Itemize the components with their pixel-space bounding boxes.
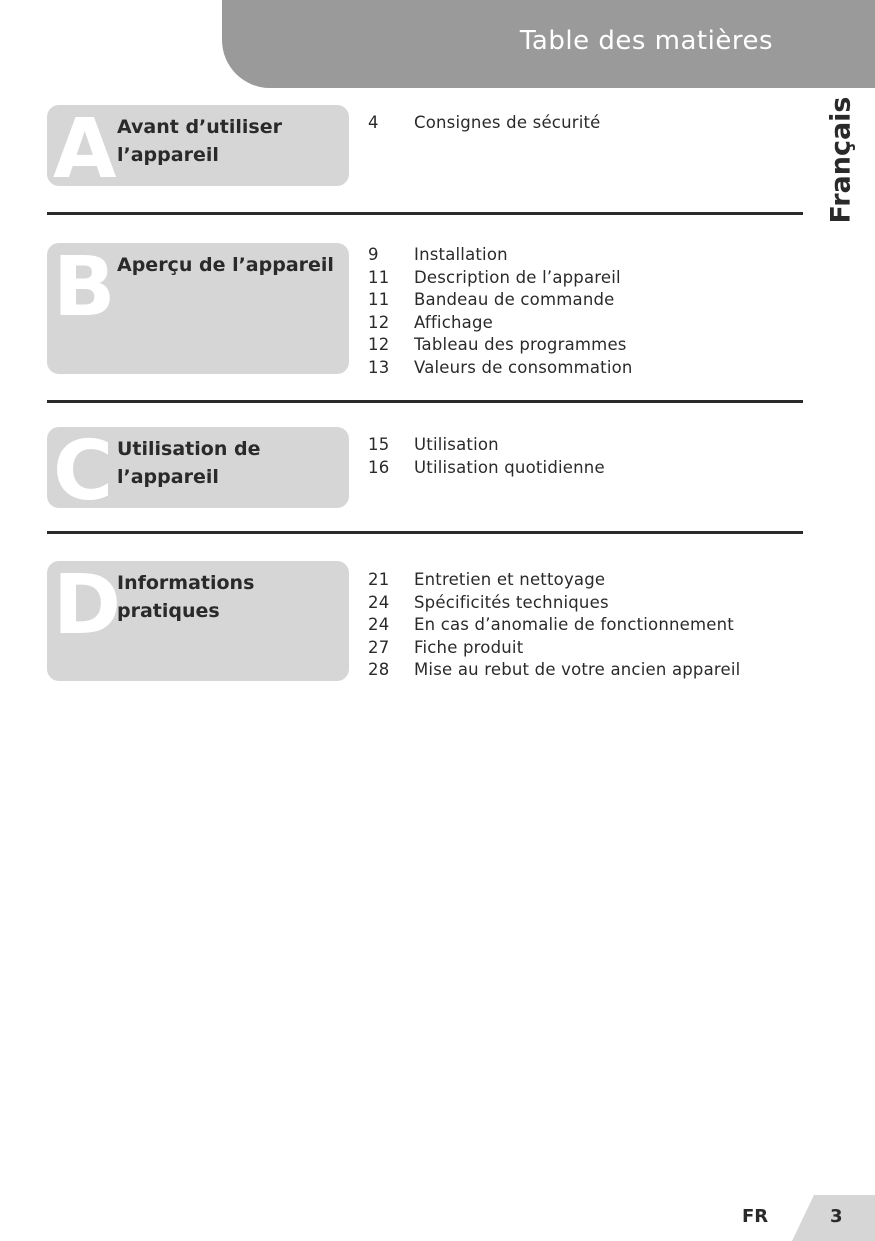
- footer-language-code: FR: [742, 1206, 769, 1227]
- section-title: Informations pratiques: [117, 572, 255, 622]
- toc-entry[interactable]: [368, 592, 740, 615]
- footer-page-number: 3: [830, 1206, 843, 1227]
- toc-entry[interactable]: [368, 289, 633, 312]
- section-letter: A: [53, 102, 117, 197]
- toc-entry[interactable]: [368, 312, 633, 335]
- toc-entry[interactable]: [368, 267, 633, 290]
- page-title: Table des matières: [519, 26, 773, 56]
- section-letter: D: [53, 558, 122, 653]
- toc-entry-label: Fiche produit: [414, 637, 524, 657]
- toc-entry-label: Utilisation quotidienne: [414, 457, 605, 477]
- toc-entry-label: Mise au rebut de votre ancien appareil: [414, 660, 741, 679]
- toc-entry-page: 12: [368, 335, 390, 354]
- toc-entry[interactable]: [368, 244, 633, 267]
- section-a-entries: [368, 112, 601, 135]
- section-d-box: [47, 558, 349, 681]
- toc-entry-label: Installation: [414, 245, 508, 264]
- toc-entry-label: Valeurs de consommation: [414, 357, 633, 377]
- section-title: Utilisation de l’appareil: [117, 438, 261, 488]
- toc-entry[interactable]: [368, 659, 740, 682]
- toc-entry-label: Affichage: [414, 312, 493, 332]
- section-divider: [47, 531, 803, 534]
- toc-entry-page: 24: [368, 592, 390, 612]
- section-d-entries: [368, 569, 740, 682]
- toc-entry[interactable]: [368, 569, 740, 592]
- section-divider: [47, 400, 803, 403]
- toc-entry-page: 15: [368, 435, 390, 454]
- toc-entry-page: 13: [368, 357, 390, 377]
- toc-entry-label: Bandeau de commande: [414, 290, 615, 309]
- language-side-label: [824, 96, 858, 224]
- toc-entry-page: 16: [368, 457, 390, 477]
- toc-entry[interactable]: [368, 357, 633, 380]
- toc-entry-label: Spécificités techniques: [414, 592, 609, 612]
- section-c-entries: [368, 434, 605, 479]
- section-c-box: [47, 424, 349, 519]
- header-band: [222, 0, 875, 88]
- toc-entry[interactable]: [368, 614, 740, 637]
- toc-entry-page: 4: [368, 113, 379, 132]
- toc-entry-label: Tableau des programmes: [414, 335, 627, 354]
- toc-entry-label: Description de l’appareil: [414, 267, 621, 287]
- section-b-box: [47, 240, 349, 374]
- toc-entry-page: 28: [368, 660, 390, 679]
- toc-entry[interactable]: [368, 112, 601, 135]
- section-b-entries: [368, 244, 633, 379]
- toc-entry-label: En cas d’anomalie de fonctionnement: [414, 615, 734, 634]
- toc-entry[interactable]: [368, 457, 605, 480]
- toc-entry-label: Consignes de sécurité: [414, 113, 601, 132]
- toc-entry-page: 9: [368, 245, 379, 264]
- section-a-box: [47, 102, 349, 197]
- language-side-label-text: Français: [825, 96, 857, 224]
- section-letter: C: [53, 424, 114, 519]
- toc-entry[interactable]: [368, 334, 633, 357]
- toc-entry-page: 21: [368, 570, 390, 589]
- toc-entry-page: 12: [368, 312, 390, 332]
- toc-entry-page: 11: [368, 267, 390, 287]
- section-letter: B: [53, 240, 116, 335]
- toc-entry[interactable]: [368, 637, 740, 660]
- toc-entry[interactable]: [368, 434, 605, 457]
- section-title: Avant d’utiliser l’appareil: [117, 116, 282, 166]
- section-divider: [47, 212, 803, 215]
- toc-entry-label: Entretien et nettoyage: [414, 570, 606, 589]
- section-title: Aperçu de l’appareil: [117, 254, 334, 276]
- toc-entry-page: 11: [368, 290, 390, 309]
- toc-entry-page: 27: [368, 637, 390, 657]
- toc-entry-label: Utilisation: [414, 435, 499, 454]
- toc-entry-page: 24: [368, 615, 390, 634]
